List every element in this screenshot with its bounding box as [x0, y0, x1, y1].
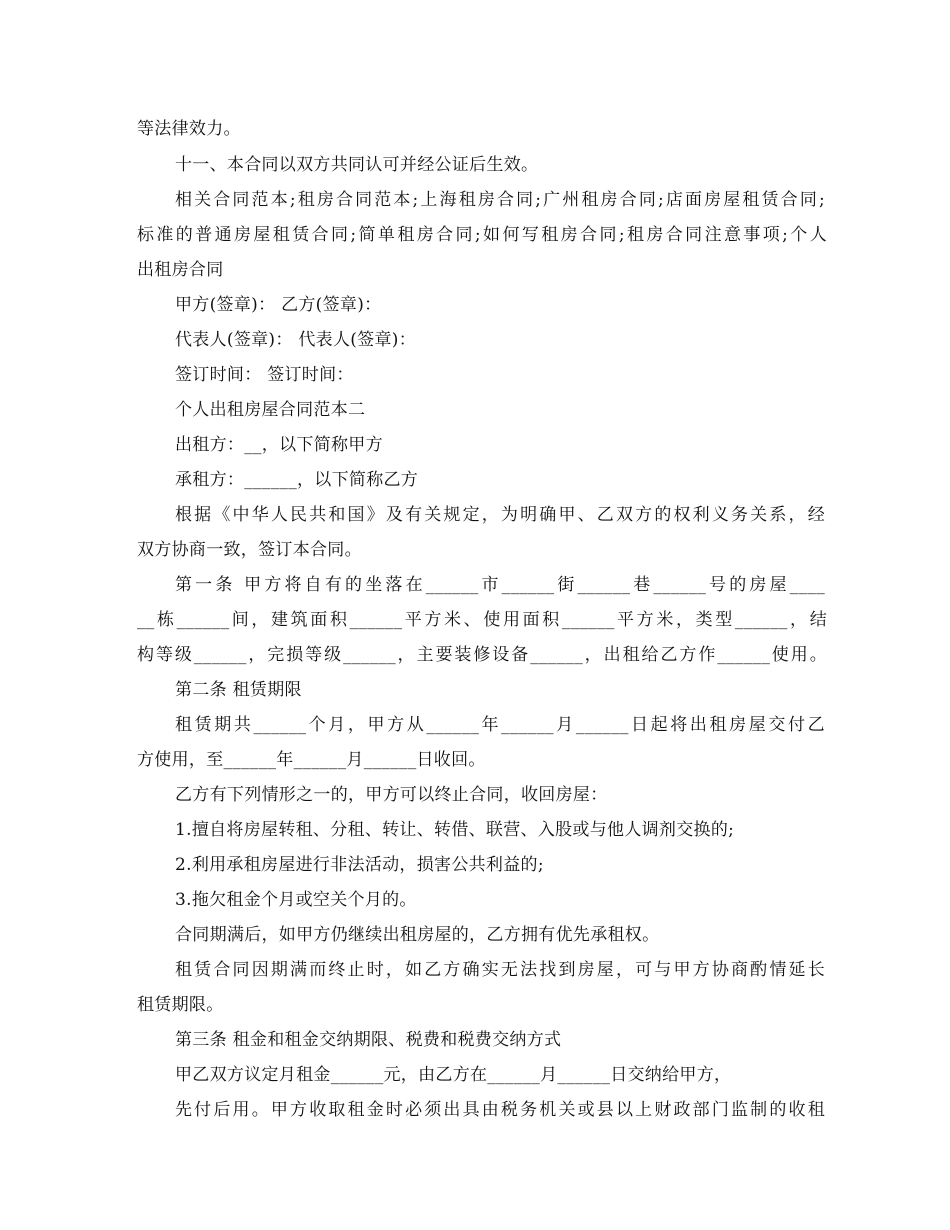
- text-line: 先付后用。甲方收取租金时必须出具由税务机关或县以上财政部门监制的收租: [175, 1100, 825, 1120]
- text-line: 甲乙双方议定月租金______元，由乙方在______月______日交纳给甲方，: [175, 1065, 732, 1085]
- text-line: 等法律效力。: [137, 119, 241, 139]
- list-item: 1.擅自将房屋转租、分租、转让、转借、联营、入股或与他人调剂交换的;: [175, 820, 735, 840]
- text-line: 租赁合同因期满而终止时，如乙方确实无法找到房屋，可与甲方协商酌情延长: [175, 960, 825, 980]
- text-line: 构等级______，完损等级______，主要装修设备______，出租给乙方作______使用。: [137, 645, 827, 665]
- list-item: 3.拖欠租金个月或空关个月的。: [175, 890, 417, 910]
- text-line: 租赁期限。: [137, 995, 224, 1015]
- signature-line: 代表人(签章)： 代表人(签章)：: [175, 330, 417, 350]
- article-heading: 第三条 租金和租金交纳期限、税费和税费交纳方式: [175, 1030, 562, 1050]
- text-line: 方使用，至______年______月______日收回。: [137, 750, 486, 770]
- text-line: 双方协商一致，签订本合同。: [137, 540, 362, 560]
- text-line: 出租方：__，以下简称甲方: [175, 435, 383, 455]
- article-heading: 第二条 租赁期限: [175, 680, 302, 700]
- text-line: 十一、本合同以双方共同认可并经公证后生效。: [175, 155, 539, 175]
- text-line: 承租方：______，以下简称乙方: [175, 470, 419, 490]
- text-line: 相关合同范本;租房合同范本;上海租房合同;广州租房合同;店面房屋租赁合同;: [175, 190, 825, 210]
- signature-line: 甲方(签章)： 乙方(签章)：: [175, 295, 382, 315]
- text-line: 合同期满后，如甲方仍继续出租房屋的，乙方拥有优先承租权。: [175, 925, 660, 945]
- section-title: 个人出租房屋合同范本二: [175, 400, 366, 420]
- signature-line: 签订时间： 签订时间：: [175, 365, 354, 385]
- text-line: 标准的普通房屋租赁合同;简单租房合同;如何写租房合同;租房合同注意事项;个人: [137, 225, 827, 245]
- text-line: 租赁期共______个月，甲方从______年______月______日起将出租房屋交付乙: [175, 715, 825, 735]
- text-line: 根据《中华人民共和国》及有关规定，为明确甲、乙双方的权利义务关系，经: [175, 505, 825, 525]
- text-line: 乙方有下列情形之一的，甲方可以终止合同，收回房屋：: [175, 785, 608, 805]
- text-line: __栋______间，建筑面积______平方米、使用面积______平方米，类型______，结: [137, 610, 827, 630]
- text-line: 第一条 甲方将自有的坐落在______市______街______巷______号的房屋____: [175, 575, 825, 595]
- list-item: 2.利用承租房屋进行非法活动，损害公共利益的;: [175, 855, 544, 875]
- text-line: 出租房合同: [137, 260, 224, 280]
